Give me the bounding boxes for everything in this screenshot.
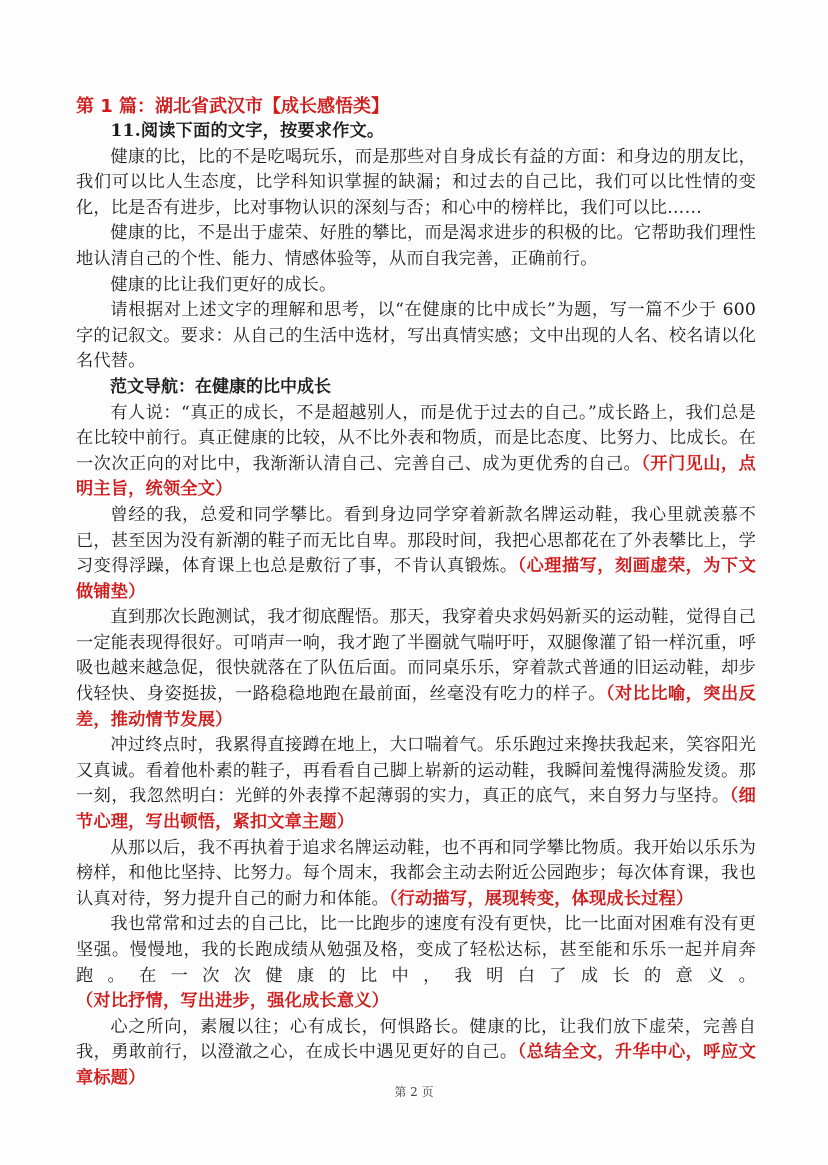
essay-paragraph — [76, 733, 756, 835]
prompt-question: 11.阅读下面的文字，按要求作文。 — [110, 121, 385, 141]
article-title: 第 1 篇：湖北省武汉市【成长感悟类】 — [76, 96, 390, 117]
prompt-paragraph: 健康的比，比的不是吃喝玩乐，而是那些对自身成长有益的方面：和身边的朋友比，我们可以比人生态度，比学科知识掌握的缺漏；和过去的自己比，我们可以比性情的变化，比是否有进步，比对事物认识的深刻与否；和心中的榜样比，我们可以比…… — [76, 146, 756, 218]
essay-text: 有人说：“真正的成长，不是超越别人，而是优于过去的自己。”成长路上，我们总是在比较中前行。真正健康的比较，从不比外表和物质，而是比态度、比努力、比成长。在一次次正向的对比中，我渐渐认清自己、完善自己、成为更优秀的自己。 — [76, 402, 756, 474]
essay-paragraph — [76, 605, 756, 733]
essay-text: 直到那次长跑测试，我才彻底醒悟。那天，我穿着央求妈妈新买的运动鞋，觉得自己一定能表现得很好。可哨声一响，我才跑了半圈就气喘吁吁，双腿像灌了铅一样沉重，呼吸也越来越急促，很快就落在了队伍后面。而同桌乐乐，穿着款式普通的旧运动鞋，却步伐轻快、身姿挺拔，一路稳稳地跑在最前面，丝毫没有吃力的样子。 — [76, 607, 756, 705]
prompt-paragraph: 健康的比让我们更好的成长。 — [110, 274, 337, 295]
essay-text: 我也常常和过去的自己比，比一比跑步的速度有没有更快，比一比面对困难有没有更坚强。慢慢地，我的长跑成绩从勉强及格，变成了轻松达标，甚至能和乐乐一起并肩奔跑。在一次次健康的比中，我明白了成长的意义。 — [76, 914, 756, 986]
essay-paragraph — [76, 836, 756, 913]
annotation-note: （细节心理，写出顿悟，紧扣文章主题） — [76, 786, 756, 833]
document-body — [76, 94, 756, 1092]
annotation-note: （对比抒情，写出进步，强化成长意义） — [76, 991, 389, 1012]
essay-text: 从那以后，我不再执着于追求名牌运动鞋，也不再和同学攀比物质。我开始以乐乐为榜样，和他比坚持、比努力。每个周末，我都会主动去附近公园跑步；每次体育课，我也认真对待，努力提升自己的耐力和体能。 — [76, 837, 756, 909]
prompt-paragraph: 健康的比，不是出于虚荣、好胜的攀比，而是渴求进步的积极的比。它帮助我们理性地认清自己的个性、能力、情感体验等，从而自我完善，正确前行。 — [76, 223, 756, 269]
essay-paragraph — [76, 912, 756, 1014]
essay-text: 冲过终点时，我累得直接蹲在地上，大口喘着气。乐乐跑过来搀扶我起来，笑容阳光又真诚。看着他朴素的鞋子，再看看自己脚上崭新的运动鞋，我瞬间羞愧得满脸发烫。那一刻，我忽然明白：光鲜的外表撑不起薄弱的实力，真正的底气，来自努力与坚持。 — [76, 735, 756, 807]
essay-paragraph — [76, 1015, 756, 1092]
essay-text: 心之所向，素履以往；心有成长，何惧路长。健康的比，让我们放下虚荣，完善自我，勇敢前行，以澄澈之心，在成长中遇见更好的自己。 — [76, 1016, 756, 1063]
annotation-note: （心理描写，刻画虚荣，为下文做铺垫） — [76, 556, 756, 602]
annotation-note: （行动描写，展现转变，体现成长过程） — [388, 888, 694, 909]
page-number: 第 2 页 — [394, 1085, 434, 1099]
essay-text: 曾经的我，总爱和同学攀比。看到身边同学穿着新款名牌运动鞋，我心里就羡慕不已，甚至因为没有新潮的鞋子而无比自卑。那段时间，我把心思都花在了外表攀比上，学习变得浮躁，体育课上也总是敷衍了事，不肯认真锻炼。 — [76, 504, 756, 577]
essay-paragraph — [76, 503, 756, 605]
essay-paragraph — [76, 401, 756, 503]
annotation-note: （总结全文，升华中心，呼应文章标题） — [76, 1042, 756, 1088]
essay-heading: 范文导航：在健康的比中成长 — [110, 376, 331, 397]
prompt-paragraph: 请根据对上述文字的理解和思考，以“在健康的比中成长”为题，写一篇不少于 600 字的记叙文。要求：从自己的生活中选材，写出真情实感；文中出现的人名、校名请以化名代替。 — [76, 300, 756, 372]
annotation-note: （对比比喻，突出反差，推动情节发展） — [76, 684, 756, 730]
annotation-note: （开门见山，点明主旨，统领全文） — [76, 453, 756, 500]
